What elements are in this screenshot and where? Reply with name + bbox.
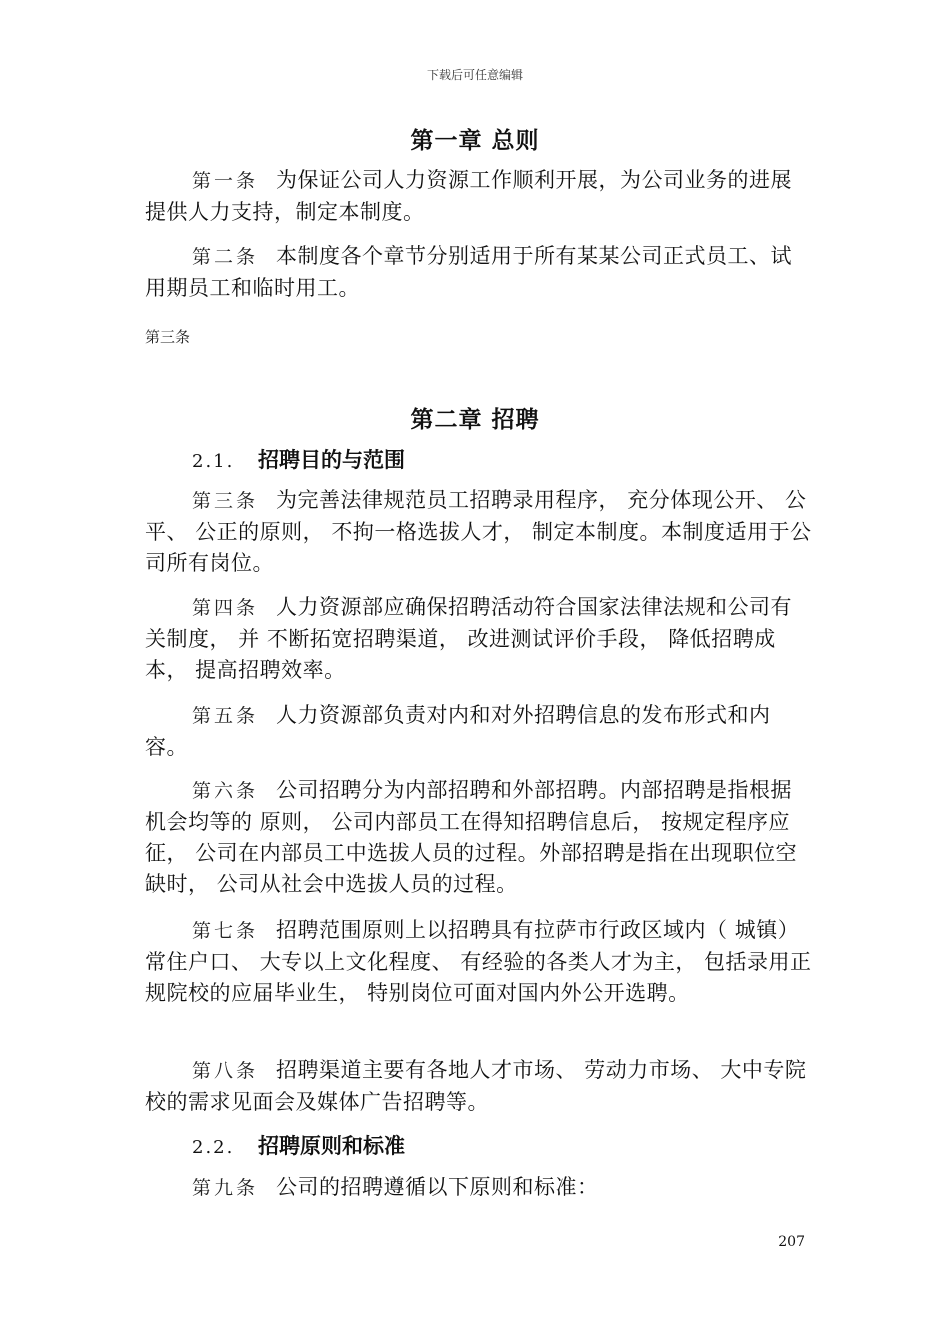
section-2-1-number: 2.1. bbox=[192, 451, 235, 472]
article-6-label: 第六条 bbox=[192, 780, 259, 802]
chapter-1-title: 第一章 总则 bbox=[410, 128, 540, 154]
article-3-heading: 第三条 bbox=[145, 328, 191, 346]
article-9-text: 公司的招聘遵循以下原则和标准： bbox=[276, 1175, 599, 1199]
article-4-text: 人力资源部应确保招聘活动符合国家法律法规和公司有关制度， 并 不断拓宽招聘渠道， 改进测试评价手段， 降低招聘成本， 提高招聘效率。 bbox=[145, 595, 793, 682]
article-1-label: 第一条 bbox=[192, 170, 259, 192]
section-2-1 bbox=[192, 444, 405, 474]
article-3 bbox=[145, 485, 813, 579]
article-7-text: 招聘范围原则上以招聘具有拉萨市行政区域内（ 城镇） 常住户口、 大专以上文化程度、 有经验的各类人才为主， 包括录用正规院校的应届毕业生， 特别岗位可面对国内外公开选聘。 bbox=[145, 918, 812, 1005]
article-8 bbox=[145, 1055, 813, 1118]
article-6 bbox=[145, 775, 813, 900]
header-note: 下载后可任意编辑 bbox=[426, 68, 523, 82]
section-2-2 bbox=[192, 1130, 405, 1160]
article-8-text: 招聘渠道主要有各地人才市场、 劳动力市场、 大中专院校的需求见面会及媒体广告招聘等。 bbox=[145, 1058, 807, 1114]
chapter-2-title: 第二章 招聘 bbox=[410, 407, 540, 433]
article-1 bbox=[145, 165, 813, 228]
article-3-label: 第三条 bbox=[192, 490, 259, 512]
article-5-text: 人力资源部负责对内和对外招聘信息的发布形式和内容。 bbox=[145, 703, 771, 759]
article-2-text: 本制度各个章节分别适用于所有某某公司正式员工、试用期员工和临时用工。 bbox=[145, 244, 793, 300]
section-2-1-title: 招聘目的与范围 bbox=[258, 448, 405, 472]
article-7 bbox=[145, 915, 813, 1009]
article-7-label: 第七条 bbox=[192, 920, 259, 942]
article-5-label: 第五条 bbox=[192, 705, 259, 727]
section-2-2-number: 2.2. bbox=[192, 1137, 235, 1158]
article-6-text: 公司招聘分为内部招聘和外部招聘。内部招聘是指根据机会均等的 原则， 公司内部员工在得知招聘信息后， 按规定程序应征， 公司在内部员工中选拔人员的过程。外部招聘是指在出现职位空缺时， 公司从社会中选拔人员的过程。 bbox=[145, 778, 798, 896]
page-number: 207 bbox=[778, 1234, 805, 1250]
section-2-2-title: 招聘原则和标准 bbox=[258, 1134, 405, 1158]
article-5 bbox=[145, 700, 813, 763]
article-9-label: 第九条 bbox=[192, 1177, 259, 1199]
article-3-text: 为完善法律规范员工招聘录用程序， 充分体现公开、 公平、 公正的原则， 不拘一格选拔人才， 制定本制度。本制度适用于公司所有岗位。 bbox=[145, 488, 812, 575]
article-4-label: 第四条 bbox=[192, 597, 259, 619]
article-9 bbox=[145, 1172, 813, 1204]
article-1-text: 为保证公司人力资源工作顺利开展，为公司业务的进展提供人力支持，制定本制度。 bbox=[145, 168, 793, 224]
article-2 bbox=[145, 241, 813, 304]
article-4 bbox=[145, 592, 813, 686]
article-8-label: 第八条 bbox=[192, 1060, 259, 1082]
article-2-label: 第二条 bbox=[192, 246, 259, 268]
